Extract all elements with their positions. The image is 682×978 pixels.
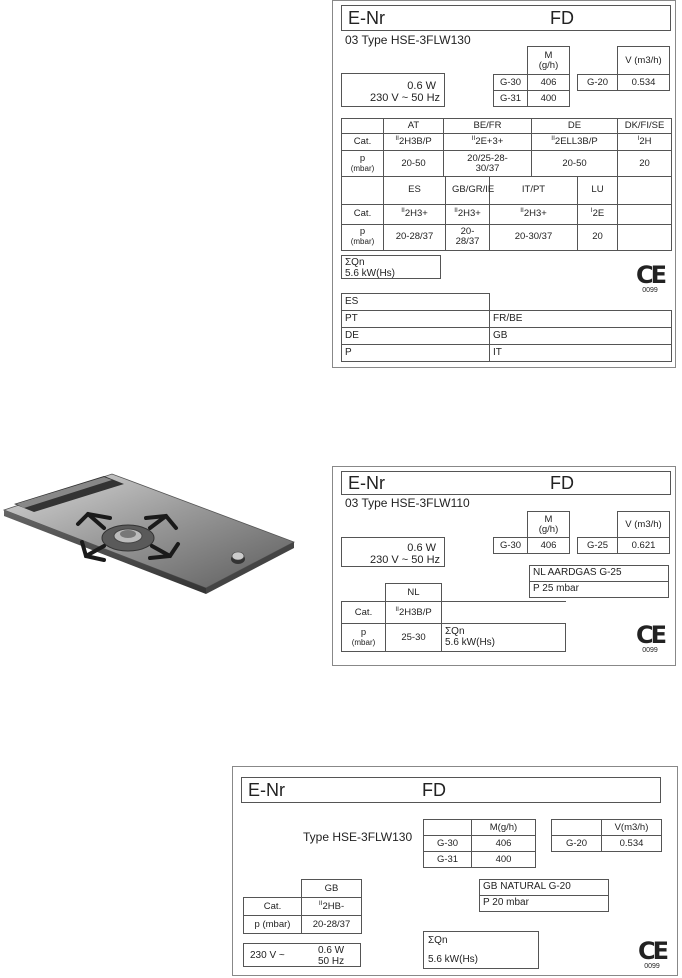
p-bottom-2: 20-28/37: [446, 224, 490, 250]
m-table: [493, 46, 570, 107]
v-header-3: V(m3/h): [602, 820, 662, 836]
p-label-2: p (mbar): [342, 224, 384, 250]
m-table-3: [423, 819, 536, 868]
v-gas: G-20: [578, 75, 618, 91]
country-top-3: DE: [532, 119, 618, 134]
enr-label-3: E-Nr: [248, 779, 285, 800]
rating-plate-3: [232, 766, 678, 976]
power-box-2: [341, 537, 445, 567]
cat-bottom-1: $^{II}$2H3+: [384, 204, 446, 224]
v-table: [577, 46, 670, 91]
lang-3-right: GB: [490, 328, 672, 345]
v-value-2: 0.621: [618, 538, 670, 554]
gas-info-line1-2: NL AARDGAS G-25: [530, 566, 669, 582]
cat-bottom-2: $^{II}$2H3+: [446, 204, 490, 224]
lang-1-left: ES: [342, 294, 490, 311]
category-table-plate2: [341, 583, 566, 652]
country-bottom-1: ES: [384, 176, 446, 204]
type-line-2: 03 Type HSE-3FLW110: [345, 496, 470, 510]
m-header-2: M (g/h): [528, 512, 570, 538]
power-watt-2: 0.6 W: [407, 542, 436, 554]
power-hz-3: 50 Hz: [318, 956, 345, 967]
m-header: M (g/h): [528, 47, 570, 75]
plate-header: [341, 5, 671, 31]
qn-value-3: 5.6 kW(Hs): [428, 954, 478, 965]
ce-mark: [633, 263, 667, 294]
qn-box: [341, 255, 441, 279]
qn-label-3: ΣQn: [428, 935, 448, 946]
language-table: [341, 293, 672, 362]
lang-3-left: DE: [342, 328, 490, 345]
cat-top-1: $^{II}$2H3B/P: [384, 134, 444, 151]
fd-label: FD: [550, 7, 574, 28]
v-header: V (m3/h): [618, 47, 670, 75]
ce-number-3: 0099: [644, 963, 660, 970]
power-volt-3: 230 V ~: [250, 950, 285, 961]
plate-header-2: [341, 471, 671, 495]
m-gas-1: G-30: [494, 75, 528, 91]
p-bottom-1: 20-28/37: [384, 224, 446, 250]
country-3: GB: [302, 880, 362, 898]
cat-bottom-4: $^I$2E: [578, 204, 618, 224]
cat-label: Cat.: [342, 134, 384, 151]
cat-top-2: $^{II}$2E+3+: [444, 134, 532, 151]
v-header-2: V (m3/h): [618, 512, 670, 538]
m-value-3-2: 400: [472, 852, 536, 868]
ce-mark-2: [633, 623, 667, 654]
country-top-2: BE/FR: [444, 119, 532, 134]
lang-4-left: P: [342, 345, 490, 362]
gas-info-line2-3: P 20 mbar: [480, 896, 609, 912]
category-table-2: [341, 176, 672, 251]
p-top-2: 20/25-28-30/37: [444, 151, 532, 177]
lang-1-right: [490, 294, 672, 311]
p-top-3: 20-50: [532, 151, 618, 177]
rating-plate-2: [332, 466, 676, 666]
m-gas-3-1: G-30: [424, 836, 472, 852]
enr-label-2: E-Nr: [348, 472, 385, 493]
m-value-2-1: 406: [528, 538, 570, 554]
m-gas-2: G-31: [494, 91, 528, 107]
m-gas-2-1: G-30: [494, 538, 528, 554]
p-top-4: 20: [618, 151, 672, 177]
fd-label-3: FD: [422, 779, 446, 800]
cat-bottom-3: $^{II}$2H3+: [490, 204, 578, 224]
power-watt-3: 0.6 W: [318, 945, 345, 956]
ce-mark-3: [635, 939, 669, 970]
m-value-2: 400: [528, 91, 570, 107]
lang-4-right: IT: [490, 345, 672, 362]
p-label-plate3: p (mbar): [244, 916, 302, 934]
cat-plate2: $^{II}$2H3B/P: [386, 602, 442, 624]
type-line-3: Type HSE-3FLW130: [303, 830, 413, 844]
m-header-3: M(g/h): [472, 820, 536, 836]
v-value: 0.534: [618, 75, 670, 91]
category-table-plate3: [243, 879, 362, 934]
country-bottom-3: IT/PT: [490, 176, 578, 204]
hob-image: [0, 466, 294, 622]
v-table-3: [551, 819, 662, 852]
power-watt: 0.6 W: [407, 80, 436, 92]
lang-2-left: PT: [342, 311, 490, 328]
gas-info-line1-3: GB NATURAL G-20: [480, 880, 609, 896]
power-volt: 230 V ~ 50 Hz: [370, 92, 441, 104]
cat-label-2: Cat.: [342, 204, 384, 224]
ce-letters: CE: [635, 261, 664, 289]
m-gas-3-2: G-31: [424, 852, 472, 868]
cat-top-4: $^I$2H: [618, 134, 672, 151]
p-label-plate2: p (mbar): [342, 624, 386, 652]
p-top-1: 20-50: [384, 151, 444, 177]
p-bottom-3: 20-30/37: [490, 224, 578, 250]
rating-plate-1: [332, 0, 676, 368]
cat-label-plate2: Cat.: [342, 602, 386, 624]
country-top-4: DK/FI/SE: [618, 119, 672, 134]
gas-info-line2-2: P 25 mbar: [530, 582, 669, 598]
cat-top-3: $^{II}$2ELL3B/P: [532, 134, 618, 151]
ce-number: 0099: [642, 287, 658, 294]
cat-plate3: $^{II}$2HB-: [302, 898, 362, 916]
qn-label: ΣQn: [345, 257, 365, 268]
power-box: [341, 73, 445, 107]
type-line: 03 Type HSE-3FLW130: [345, 33, 471, 47]
qn-cell-2: ΣQn 5.6 kW(Hs): [442, 624, 566, 652]
lang-2-right: FR/BE: [490, 311, 672, 328]
power-volt-2: 230 V ~ 50 Hz: [370, 554, 441, 566]
ce-letters-3: CE: [637, 937, 666, 965]
p-label: p (mbar): [342, 151, 384, 177]
p-value-plate3: 20-28/37: [302, 916, 362, 934]
power-box-3: [243, 943, 361, 967]
country-top-1: AT: [384, 119, 444, 134]
v-gas-3: G-20: [552, 836, 602, 852]
v-gas-2: G-25: [578, 538, 618, 554]
category-table: [341, 118, 672, 177]
cat-label-plate3: Cat.: [244, 898, 302, 916]
qn-box-3: [423, 931, 539, 969]
country-bottom-2: GB/GR/IE: [446, 176, 490, 204]
m-value-3-1: 406: [472, 836, 536, 852]
qn-value: 5.6 kW(Hs): [345, 268, 395, 279]
m-value-1: 406: [528, 75, 570, 91]
plate-header-3: [241, 777, 661, 803]
m-table-2: [493, 511, 570, 554]
ce-letters-2: CE: [635, 621, 664, 649]
enr-label: E-Nr: [348, 7, 385, 28]
gas-info-table-3: [479, 879, 609, 912]
v-value-3: 0.534: [602, 836, 662, 852]
p-value-plate2: 25-30: [386, 624, 442, 652]
p-bottom-4: 20: [578, 224, 618, 250]
fd-label-2: FD: [550, 472, 574, 493]
ce-number-2: 0099: [642, 647, 658, 654]
country-bottom-4: LU: [578, 176, 618, 204]
v-table-2: [577, 511, 670, 554]
country-2: NL: [386, 584, 442, 602]
